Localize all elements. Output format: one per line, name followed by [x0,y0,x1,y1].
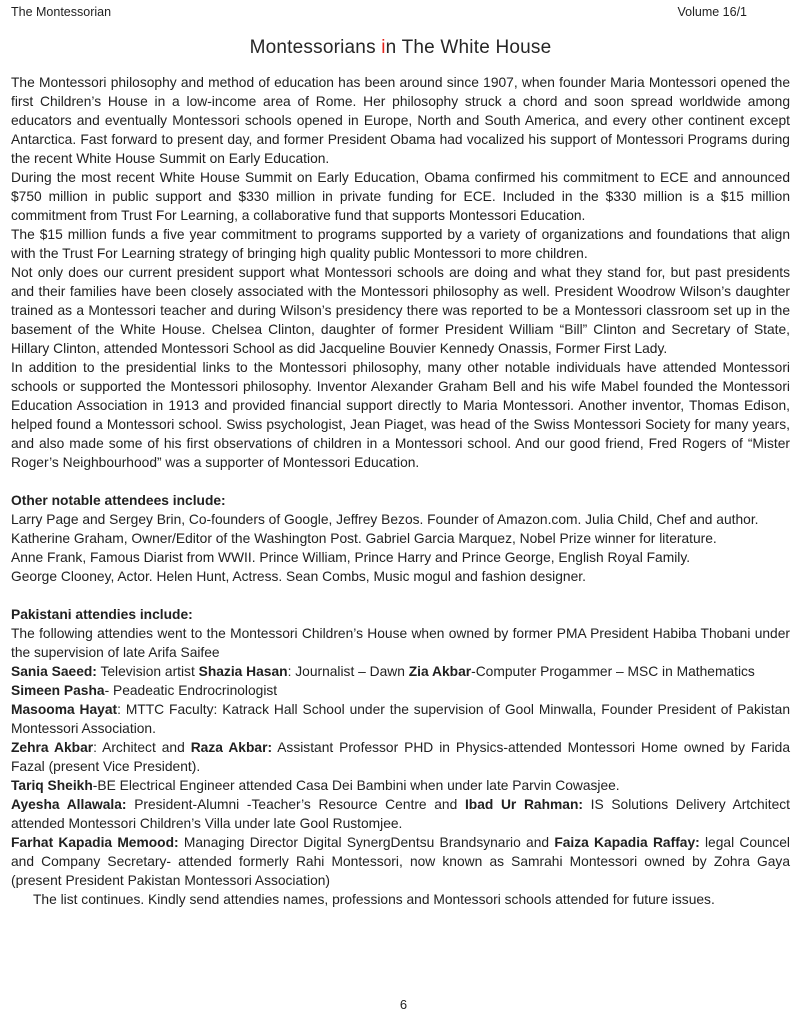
attendee-entry-masooma-hayat: Masooma Hayat: MTTC Faculty: Katrack Hall School under the supervision of Gool Minwalla, Founder President of Pakistan Montessori Association. [11,702,791,736]
attendee-entry-ayesha-ibad: Ayesha Allawala: President-Alumni -Teacher’s Resource Centre and Ibad Ur Rahman: IS Solutions Delivery Artchitect attended Montessori Children’s Villa under late Gool Rustomjee. [11,797,790,831]
page-number: 6 [399,997,408,1012]
notable-attendees-section [11,491,790,586]
notable-attendees-heading: Other notable attendees include: [11,493,226,508]
paragraph-intro: The Montessori philosophy and method of education has been around since 1907, when founder Maria Montessori opened the first Children’s House in a low-income area of Rome. Her philosophy struck a chord and soon spread worldwide among educators and eventually Montessori schools opened in Europe, North and South America, and every other continent except Antarctica. Fast forward to present day, and former President Obama had vocalized his support of Montessori Programs during the recent White House Summit on Early Education. [11,75,790,166]
paragraph-trust-for-learning: The $15 million funds a five year commitment to programs supported by a variety of organizations and foundations that align with the Trust For Learning strategy of bringing high quality public Montessori to more children. [11,227,790,261]
article-body [11,73,790,909]
pakistani-attendees-intro: The following attendies went to the Montessori Children’s House when owned by former PMA President Habiba Thobani under the supervision of late Arifa Saifee [11,626,790,660]
notable-attendees-line-2: Katherine Graham, Owner/Editor of the Washington Post. Gabriel Garcia Marquez, Nobel Prize winner for literature. [11,531,717,546]
notable-attendees-line-1: Larry Page and Sergey Brin, Co-founders of Google, Jeffrey Bezos. Founder of Amazon.com. Julia Child, Chef and author. [11,512,759,527]
article-title: Montessorians in The White House [249,37,552,58]
notable-attendees-line-4: George Clooney, Actor. Helen Hunt, Actress. Sean Combs, Music mogul and fashion designer. [11,569,586,584]
header-volume-label: Volume 16/1 [677,5,747,19]
paragraph-notable-individuals: In addition to the presidential links to the Montessori philosophy, many other notable individuals have attended Montessori schools or supported the Montessori philosophy. Inventor Alexander Graham Bell and his wife Mabel founded the Montessori Education Association in 1913 and provided financial support directly to Maria Montessori. Another inventor, Thomas Edison, helped found a Montessori school. Swiss psychologist, Jean Piaget, was head of the Swiss Montessori Society for many years, and also made some of his first observations of children in a Montessori school. And our good friend, Fred Rogers of “Mister Roger’s Neighbourhood” was a supporter of Montessori Education. [11,360,790,470]
pakistani-attendees-heading: Pakistani attendies include: [11,607,193,622]
header-publication-name: The Montessorian [11,5,112,19]
page-footer [0,997,807,1012]
paragraph-presidential-links: Not only does our current president support what Montessori schools are doing and what they stand for, but past presidents and their families have been closely associated with the Montessori philosophy as well. President Woodrow Wilson’s daughter trained as a Montessori teacher and during Wilson’s presidency there was reported to be a Montessori classroom set up in the basement of the White House. Chelsea Clinton, daughter of former President William “Bill” Clinton and Secretary of State, Hillary Clinton, attended Montessori School as did Jacqueline Bouvier Kennedy Onassis, Former First Lady. [11,265,790,356]
notable-attendees-line-3: Anne Frank, Famous Diarist from WWII. Prince William, Prince Harry and Prince George, English Royal Family. [11,550,691,565]
closing-note: The list continues. Kindly send attendies names, professions and Montessori schools attended for future issues. [33,892,715,907]
attendee-entry-simeen-pasha: Simeen Pasha- Peadeatic Endrocrinologist [11,683,278,698]
attendee-entry-sania-shazia-zia: Sania Saeed: Television artist Shazia Hasan: Journalist – Dawn Zia Akbar-Computer Progammer – MSC in Mathematics [11,664,755,679]
pakistani-attendees-section [11,605,790,909]
attendee-entry-farhat-faiza: Farhat Kapadia Memood: Managing Director Digital SynergDentsu Brandsynario and Faiza Kapadia Raffay: legal Councel and Company Secretary- attended formerly Rahi Montessori, now known as Samrahi Montessori owned by Zohra Gaya (present President Pakistan Montessori Association) [11,835,791,888]
attendee-entry-zehra-raza-akbar: Zehra Akbar: Architect and Raza Akbar: Assistant Professor PHD in Physics-attended Montessori Home owned by Farida Fazal (present Vice President). [11,740,791,774]
paragraph-summit-funding: During the most recent White House Summit on Early Education, Obama confirmed his commitment to ECE and announced $750 million in public support and $330 million in private funding for ECE. Included in the $330 million is a $15 million commitment from Trust For Learning, a collaborative fund that supports Montessori Education. [11,170,790,223]
attendee-entry-tariq-sheikh: Tariq Sheikh-BE Electrical Engineer attended Casa Dei Bambini when under late Parvin Cowasjee. [11,778,620,793]
page-header [11,5,790,20]
